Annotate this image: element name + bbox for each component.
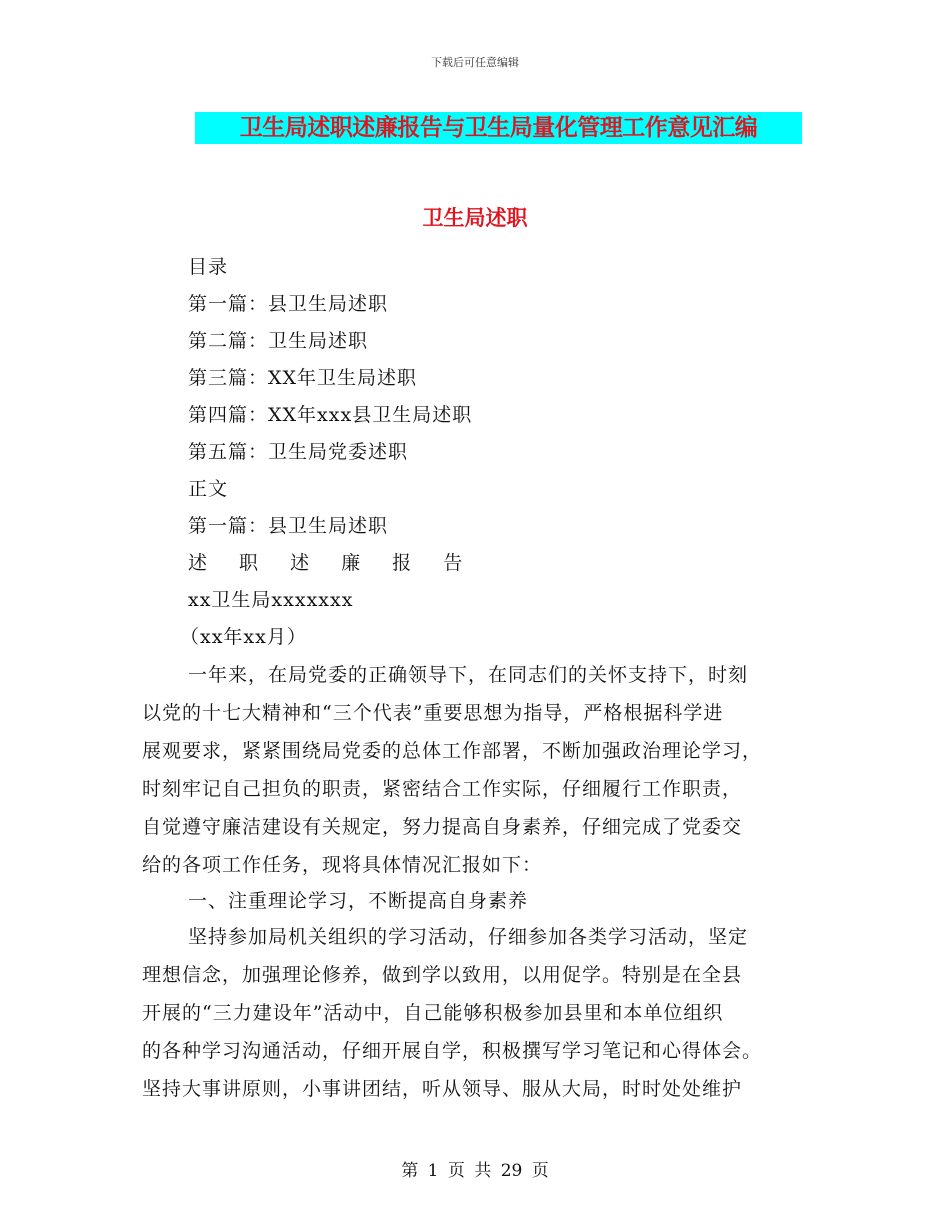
paragraph-line: 一年来，在局党委的正确领导下，在同志们的关怀支持下，时刻 [188, 664, 749, 686]
section-title: 第一篇：县卫生局述职 [188, 515, 389, 537]
report-title: 述 职 述 廉 报 告 [188, 552, 476, 574]
body-heading: 正文 [188, 478, 229, 500]
toc-item: 第五篇：卫生局党委述职 [188, 441, 409, 463]
report-author: xx卫生局xxxxxxx [188, 589, 354, 611]
paragraph-line: 理想信念，加强理论修养，做到学以致用，以用促学。特别是在全县 [142, 964, 743, 986]
paragraph-line: 自觉遵守廉洁建设有关规定，努力提高自身素养，仔细完成了党委交 [142, 816, 743, 838]
toc-heading: 目录 [188, 256, 229, 278]
paragraph-line: 的各种学习沟通活动，仔细开展自学，积极撰写学习笔记和心得体会。 [142, 1040, 763, 1062]
paragraph-line: 展观要求，紧紧围绕局党委的总体工作部署，不断加强政治理论学习， [142, 740, 763, 762]
paragraph-line: 坚持参加局机关组织的学习活动，仔细参加各类学习活动，坚定 [188, 926, 749, 948]
paragraph-line: 时刻牢记自己担负的职责，紧密结合工作实际，仔细履行工作职责， [142, 778, 743, 800]
toc-item: 第三篇：XX年卫生局述职 [188, 367, 418, 389]
sub-title: 卫生局述职 [422, 206, 528, 230]
paragraph-line: 开展的“三力建设年”活动中，自己能够积极参加县里和本单位组织 [142, 1002, 724, 1024]
page-header-note: 下载后可任意编辑 [431, 56, 519, 69]
page-number: 第 1 页 共 29 页 [401, 1161, 549, 1181]
report-date: （xx年xx月） [180, 626, 307, 648]
paragraph-line: 坚持大事讲原则，小事讲团结，听从领导、服从大局，时时处处维护 [142, 1078, 743, 1100]
toc-item: 第二篇：卫生局述职 [188, 330, 369, 352]
main-title: 卫生局述职述廉报告与卫生局量化管理工作意见汇编 [239, 115, 758, 141]
toc-item: 第四篇：XX年xxx县卫生局述职 [188, 404, 473, 426]
toc-item: 第一篇：县卫生局述职 [188, 293, 389, 315]
main-title-highlight [195, 112, 802, 144]
section-heading: 一、注重理论学习，不断提高自身素养 [188, 890, 529, 912]
paragraph-line: 以党的十七大精神和“三个代表”重要思想为指导，严格根据科学进 [142, 702, 724, 724]
paragraph-line: 给的各项工作任务，现将具体情况汇报如下： [142, 854, 543, 876]
